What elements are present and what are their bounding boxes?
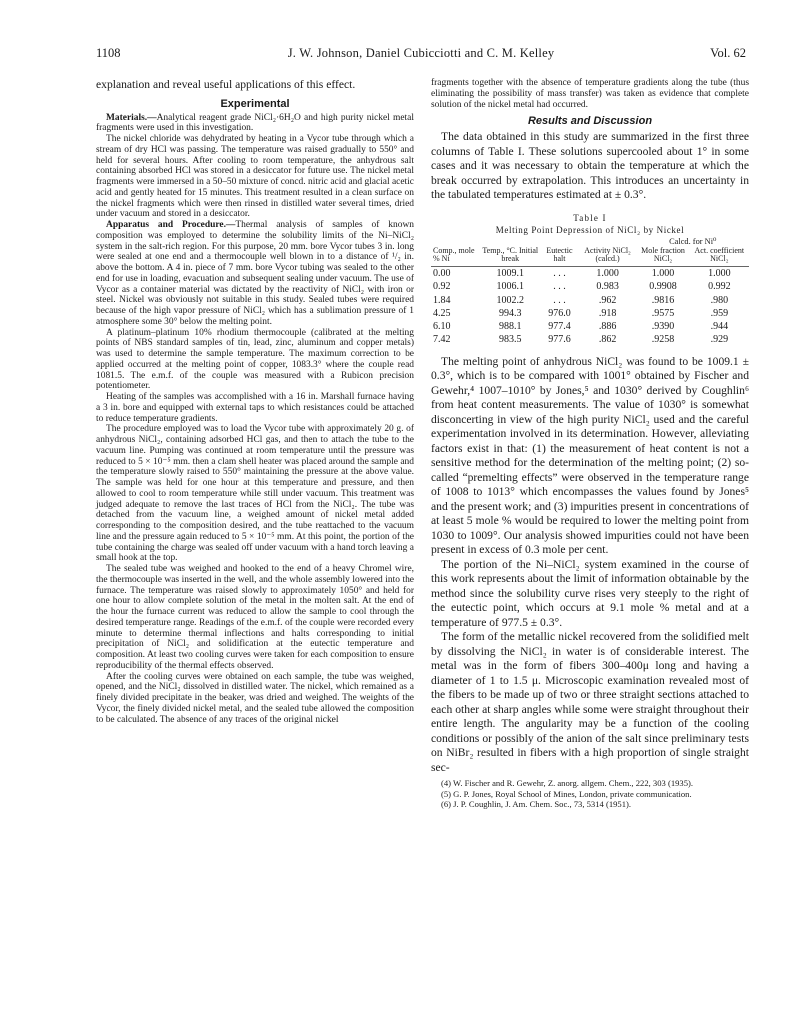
table-cell: 1.000 (651, 267, 675, 279)
after-cooling-paragraph: After the cooling curves were obtained on each sample, the tube was weighed, opened, and the NiCl₂ dissolved in distilled water. The nickel, which remained as a finely divided precipitate in the beaker, was dried and weighed. The weights of the Vycor, the finely divided nickel metal, and the sealed tube allowed the composition to be calculated. The absence of any traces of the original nickel (96, 671, 414, 725)
heating-paragraph: Heating of the samples was accomplished with a 16 in. Marshall furnace having a 3 in. bore and equipped with external taps to which resistances could be attached to reduce temperature gradients. (96, 392, 414, 424)
apparatus-paragraph (96, 220, 414, 328)
table-cell: . . . (553, 294, 566, 306)
nickel-form-paragraph: The form of the metallic nickel recovered from the solidified melt by dissolving the NiCl₂ in water is of considerable interest. The metal was in the form of fibers 300–400μ long and having a diameter of 1 to 1.5 μ. Microscopic examination revealed most of the fibers to be made up of two or three straight sections attached to each other at sharp angles while some were straight throughout their entire length. The angularity may be a function of the cooling conditions or possibly of the anion of the salt since preliminary tests on NiBr₂ resulted in fibers with a high proportion of single straight sec- (431, 630, 749, 774)
running-header (96, 46, 746, 64)
calcd-note: Calcd. for Ni⁰ (669, 236, 717, 246)
intro-paragraph: explanation and reveal useful applications of this effect. (96, 78, 356, 91)
footnote: (6) J. P. Coughlin, J. Am. Chem. Soc., 73, 5314 (1951). (441, 799, 632, 810)
page-number: 1108 (96, 46, 121, 60)
column-header: Mole fraction NiCl₂ (636, 247, 689, 267)
table-cell: .962 (598, 294, 617, 306)
column-header: Temp., °C. Initial break (480, 247, 540, 267)
sealed-tube-paragraph: The sealed tube was weighed and hooked to the end of a heavy Chromel wire, the thermocouple was inserted in the well, and the whole assembly lowered into the furnace. The temperature was raised slowly to approximately 1050° and held for one hour to allow complete solution of the metal in the molten salt. At the end of the hour the furnace current was reduced to allow the sample to cool through the desired temperature range. Readings of the e.m.f. of the couple were recorded every minute to determine thermal inflections and halts corresponding to initial precipitation of NiCl₂ and solidification at the eutectic temperature and composition. At least two cooling curves were taken for each composition to ensure reproducibility of the thermal effects observed. (96, 564, 414, 671)
table-cell: 977.4 (548, 321, 571, 333)
table-cell: .944 (710, 321, 729, 333)
table-cell: 976.0 (548, 307, 571, 319)
table-cell: . . . (553, 267, 566, 279)
section-heading-experimental: Experimental (220, 97, 290, 110)
table-row (431, 294, 749, 307)
data-table (431, 237, 749, 347)
table-row (431, 320, 749, 333)
paragraph-text: Analytical reagent grade NiCl₂·6H₂O and high purity nickel metal fragments were used in this investigation. (96, 112, 414, 134)
footnotes (431, 778, 749, 809)
summary-paragraph: The data obtained in this study are summarized in the first three columns of Table I. These solutions supercooled about 1° in some cases and it was necessary to obtain the temperature at which the break occurred by extrapolation. This introduces an uncertainty in the tabulated temperatures estimated at ± 0.3°. (431, 130, 749, 202)
table-cell: 0.983 (596, 281, 619, 293)
dehydration-paragraph: The nickel chloride was dehydrated by heating in a Vycor tube through which a stream of dry HCl was passing. The temperature was raised gradually to 550° and held for several hours. After cooling to room temperature, the anhydrous salt containing absorbed HCl was stored in a desiccator for future use. The nickel metal fragments were immersed in a 50–50 mixture of concd. nitric acid and glacial acetic acid and gently heated for 15 minutes. This treatment resulted in a clean surface on the nickel fragments which were then rinsed in distilled water several times, dried under vacuum and stored in a desiccator. (96, 134, 414, 220)
table-cell: 4.25 (433, 307, 451, 319)
table-cell: 0.992 (708, 281, 731, 293)
table-header-row (431, 247, 749, 267)
table-cell: .9258 (651, 334, 675, 346)
footnote: (4) W. Fischer and R. Gewehr, Z. anorg. allgem. Chem., 222, 303 (1935). (441, 778, 694, 789)
column-header: Eutectic halt (540, 247, 579, 267)
table-body (431, 266, 749, 346)
table-row (431, 333, 749, 346)
table-title: Melting Point Depression of NiCl₂ by Nickel (495, 224, 685, 235)
column-header: Act. coefficient NiCl₂ (690, 247, 749, 267)
paragraph-text: Thermal analysis of samples of known composition was employed to determine the solubility limits of the Ni–NiCl₂ system in the salt-rich region. For this purpose, 20 mm. bore Vycor tubes 3 in. long were sealed at one end and a thermocouple well blown in to a distance of ¹/₂ in. above the bottom. A 4 in. piece of 7 mm. bore Vycor tubing was sealed to the other end for use in loading, evacuation and subsequent sealing under vacuum. The use of Vycor as a container material was dictated by the reactivity of NiCl₂ with iron or steel. Nickel was obviously not suitable in this study. Sealed tubes were required because of the high vapor pressure of NiCl₂ which has a sublimation pressure of 1 atmosphere some 30° below the melting point. (96, 220, 414, 327)
table-cell: 1002.2 (496, 294, 524, 306)
table-cell: .959 (710, 307, 729, 319)
table-cell: 1009.1 (496, 267, 524, 279)
table-cell: .9575 (651, 307, 675, 319)
table-cell: 6.10 (433, 321, 451, 333)
table-cell: 977.6 (548, 334, 571, 346)
right-column (431, 78, 749, 809)
table-row (431, 266, 749, 280)
table-cell: .9390 (651, 321, 675, 333)
run-in-heading: Materials.— (106, 112, 157, 123)
table-cell: 1.000 (596, 267, 619, 279)
table-cell: .918 (598, 307, 617, 319)
table-cell: .929 (710, 334, 729, 346)
section-heading-results: Results and Discussion (527, 115, 653, 128)
melting-point-paragraph: The melting point of anhydrous NiCl₂ was found to be 1009.1 ± 0.3°, which is to be compared with 1001° obtained by Fischer and Gewehr,⁴ 1007–1010° by Jones,⁵ and 1030° derived by Coughlin⁶ from heat content measurements. The value of 1030° is somewhat disconcerting in view of the high purity NiCl₂ used and the careful experimentation involved in its determination. However, alleviating factors exist in that: (1) the measurement of heat content is not a sensitive method for the determination of the melting point; (2) so-called “premelting effects” were observed in the temperature range of 1008 to 1013° which encompasses the values found by Jones⁵ and the present work; and (3) impurities present in concentrations of at least 5 mole % would be required to lower the melting point from 1030 to 1009°. Our analysis showed impurities could not have been present in excess of 0.3 mole per cent. (431, 354, 749, 557)
materials-paragraph (96, 113, 414, 135)
column-header: Activity NiCl₂ (calcd.) (579, 247, 637, 267)
table-cell: .862 (598, 334, 617, 346)
left-column (96, 78, 414, 725)
footnote: (5) G. P. Jones, Royal School of Mines, London, private communication. (441, 788, 692, 799)
table-cell: 1.000 (708, 267, 731, 279)
table-cell: . . . (553, 281, 566, 293)
running-authors: J. W. Johnson, Daniel Cubicciotti and C. M. Kelley (287, 46, 555, 60)
table-cell: 0.00 (433, 267, 451, 279)
procedure-paragraph: The procedure employed was to load the Vycor tube with approximately 20 g. of anhydrous NiCl₂, containing adsorbed HCl gas, and then to attach the tube to the vacuum line. Pumping was continued at room temperature until the pressure was reduced to 5 × 10⁻⁵ mm. then a clam shell heater was placed around the sample and the temperature slowly raised to 550° maintaining the pressure at the above value. The sample was held for one hour at this temperature and pressure, and then allowed to cool to room temperature while still under vacuum. This treatment was judged adequate to remove the last traces of HCl from the NiCl₂. The tube was detached from the vacuum line, a weighed amount of nickel metal added corresponding to the composition desired, and the tube reattached to the vacuum line and the pressure again reduced to 5 × 10⁻⁵ mm. At this point, the portion of the tube containing the charge was sealed off under vacuum with a hand torch leaving a small hook at the top. (96, 424, 414, 564)
table-cell: 983.5 (498, 334, 522, 346)
run-in-heading: Apparatus and Procedure.— (106, 220, 236, 230)
table-cell: 7.42 (433, 334, 451, 346)
thermocouple-paragraph: A platinum–platinum 10% rhodium thermocouple (calibrated at the melting points of NBS standard samples of tin, lead, zinc, aluminum and copper metals) was used to determine the sample temperature. The maximum correction to be applied occurred at the melting point of copper, 1083.3° where the couple read 1081.5. The e.m.f. of the couple was measured with a Rubicon precision potentiometer. (96, 327, 414, 392)
column-header: Comp., mole % Ni (431, 247, 480, 267)
continued-paragraph: fragments together with the absence of temperature gradients along the tube (thus eliminating the possibility of mass transfer) was taken as evidence that complete solution of the nickel metal had occurred. (431, 78, 749, 110)
table-row (431, 280, 749, 293)
table-cell: .9816 (651, 294, 675, 306)
table-cell: .980 (710, 294, 729, 306)
table-cell: .886 (598, 321, 617, 333)
volume-label: Vol. 62 (710, 46, 746, 60)
table-cell: 1006.1 (496, 281, 524, 293)
table-cell: 0.92 (433, 281, 451, 293)
table-row (431, 307, 749, 320)
table-cell: 0.9908 (649, 281, 677, 293)
system-portion-paragraph: The portion of the Ni–NiCl₂ system examined in the course of this work represents about the limit of information obtainable by the method since the solubility curve rises very steeply to the right of the eutectic point, which occurs at 9.1 mole % metal and at a temperature of 977.5 ± 0.3°. (431, 557, 749, 629)
table-cell: 994.3 (498, 307, 522, 319)
table-cell: 1.84 (433, 294, 451, 306)
table-label: Table I (573, 212, 607, 223)
table-cell: 988.1 (498, 321, 522, 333)
